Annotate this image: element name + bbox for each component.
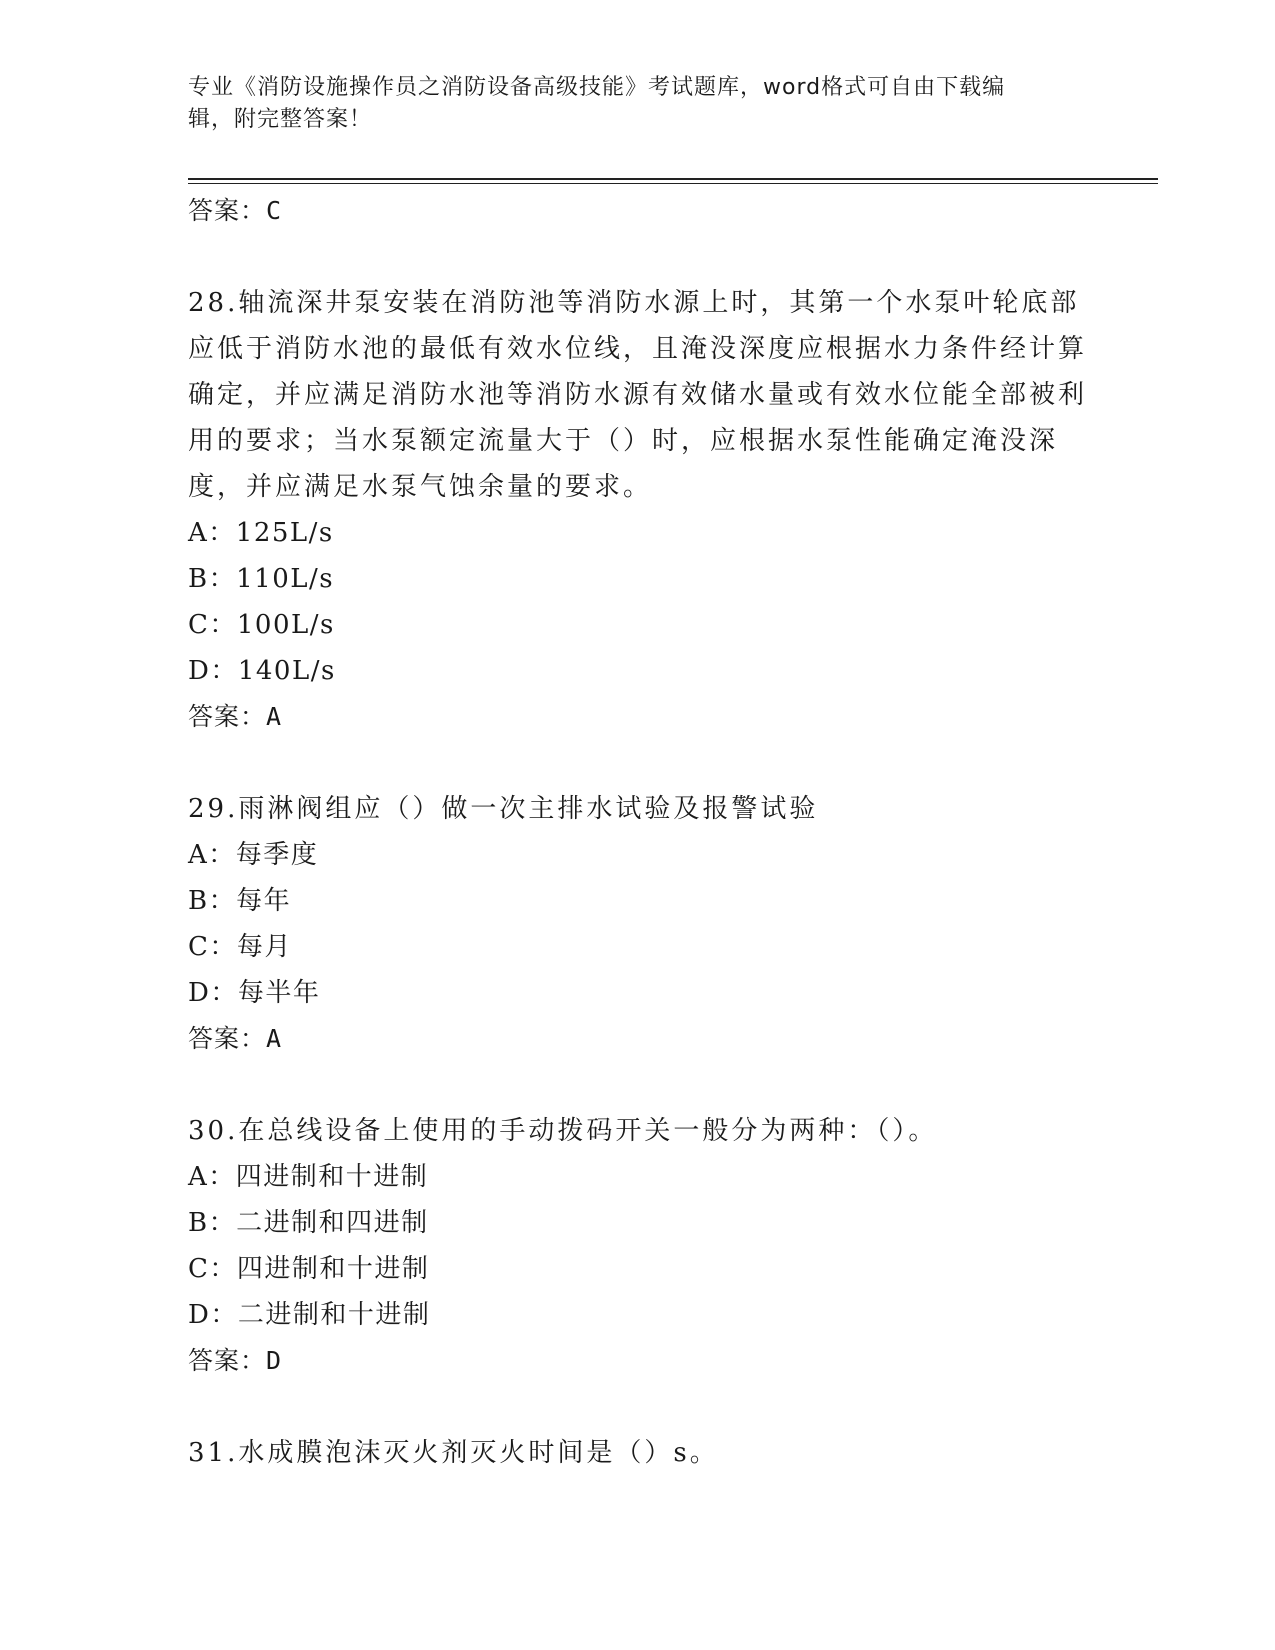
question-28 (188, 280, 1088, 740)
option-b: B：110L/s (188, 564, 335, 594)
question-text: 30.在总线设备上使用的手动拨码开关一般分为两种：（）。 (188, 1116, 938, 1146)
answer-29: 答案：A (188, 1024, 283, 1053)
option-a: A：125L/s (188, 518, 334, 548)
option-a: A：每季度 (188, 840, 319, 870)
answer-30: 答案：D (188, 1346, 283, 1375)
question-29 (188, 786, 1088, 1062)
option-c: C：每月 (188, 932, 292, 962)
option-d: D：140L/s (188, 656, 336, 686)
option-d: D：二进制和十进制 (188, 1300, 431, 1330)
option-c: C：100L/s (188, 610, 335, 640)
question-text: 29.雨淋阀组应（）做一次主排水试验及报警试验 (188, 794, 819, 824)
question-text: 28.轴流深井泵安装在消防池等消防水源上时，其第一个水泵叶轮底部应低于消防水池的最低有效水位线，且淹没深度应根据水力条件经计算确定，并应满足消防水池等消防水源有效储水量或有效水位能全部被利用的要求；当水泵额定流量大于（）时，应根据水泵性能确定淹没深度，并应满足水泵气蚀余量的要求。 (188, 288, 1088, 502)
option-a: A：四进制和十进制 (188, 1162, 429, 1192)
header-line-2: 辑，附完整答案！ (188, 107, 373, 132)
answer-27: 答案：C (188, 196, 283, 225)
option-c: C：四进制和十进制 (188, 1254, 430, 1284)
option-b: B：每年 (188, 886, 292, 916)
header-line-1: 专业《消防设施操作员之消防设备高级技能》考试题库，word格式可自由下载编 (188, 75, 1006, 100)
question-30 (188, 1108, 1088, 1384)
question-text: 31.水成膜泡沫灭火剂灭火时间是（）s。 (188, 1438, 719, 1468)
document-header (188, 72, 1088, 136)
answer-28: 答案：A (188, 702, 283, 731)
option-d: D：每半年 (188, 978, 321, 1008)
option-b: B：二进制和四进制 (188, 1208, 429, 1238)
question-31 (188, 1430, 1088, 1476)
header-rule-thin (188, 183, 1158, 184)
question-list (188, 188, 1088, 1476)
header-rule-thick (188, 178, 1158, 180)
